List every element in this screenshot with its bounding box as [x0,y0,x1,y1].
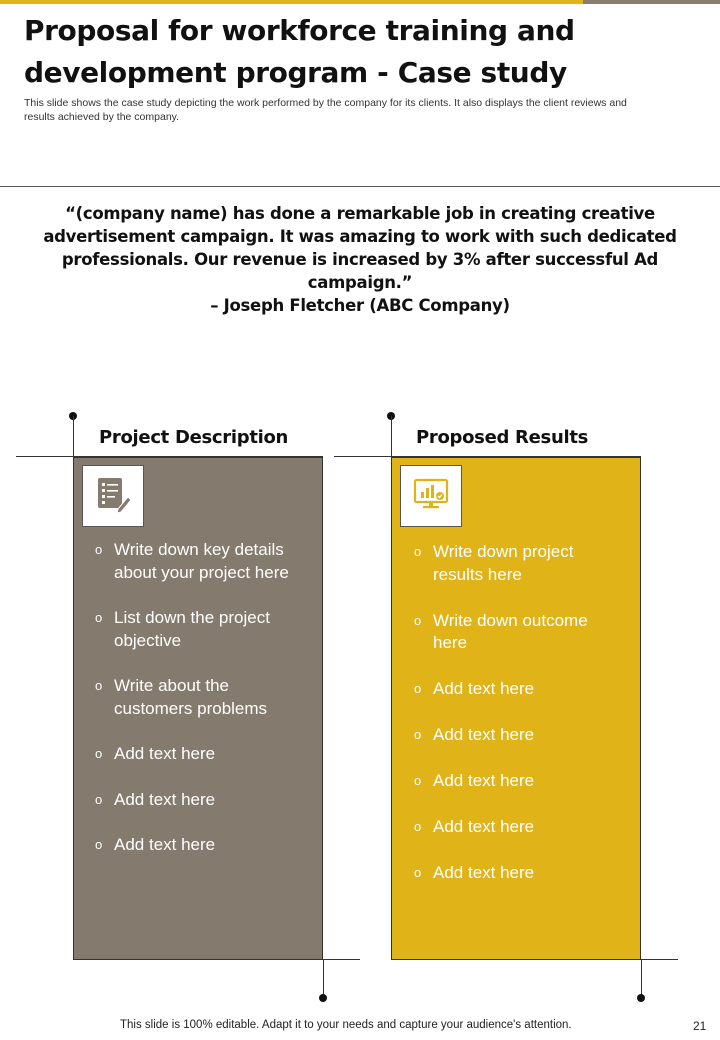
bullet-marker: o [95,837,103,852]
right-bottom-connector [641,960,642,997]
bullet-marker: o [95,678,103,693]
proposed-results-item [414,724,614,747]
right-bottom-dot [637,994,645,1002]
left-bottom-dot [319,994,327,1002]
bullet-text: Add text here [433,725,535,744]
left-top-connector [73,416,74,457]
bullet-text: Add text here [433,679,535,698]
bullet-text: Write down key details about your project here [114,540,289,582]
bullet-marker: o [414,681,422,696]
bullet-text: Write down outcome here [433,610,588,652]
project-description-heading: Project Description [99,427,289,448]
bullet-marker: o [414,727,422,742]
proposed-results-heading: Proposed Results [416,427,589,448]
quote-author: – Joseph Fletcher (ABC Company) [210,296,510,315]
left-bottom-connector [323,960,324,997]
proposed-results-item [414,816,614,839]
project-description-item [95,834,295,857]
proposed-results-item [414,862,614,885]
proposed-results-list [414,541,614,908]
top-accent-bar-gold [0,0,583,4]
bullet-text: Add text here [114,789,216,809]
bullet-marker: o [95,610,103,625]
page-subtitle: This slide shows the case study depicting the work performed by the company for its clients. It also displays the client reviews and results achieved by the company. [24,97,627,123]
project-description-icon-box [82,465,144,527]
bullet-marker: o [95,746,103,761]
bullet-text: Add text here [433,771,535,790]
bullet-text: Add text here [114,835,216,854]
bullet-marker: o [414,544,422,559]
proposed-results-item [414,770,614,793]
bullet-marker: o [95,542,103,557]
proposed-results-item [414,541,614,586]
bullet-marker: o [414,819,422,834]
project-description-item [95,675,295,720]
bullet-text: Add text here [433,863,535,882]
right-bottom-rule [391,959,678,960]
bullet-marker: o [414,612,422,628]
bullet-text: List down the project objective [114,608,270,650]
footer-note: This slide is 100% editable. Adapt it to your needs and capture your audience's attention. [120,1019,572,1031]
project-description-item [95,607,295,652]
project-description-item [95,539,295,584]
page-title: Proposal for workforce training and development program - Case study [24,14,575,89]
bullet-text: Write down project results here [433,542,574,584]
project-description-item [95,743,295,766]
bullet-text: Write about the customers problems [114,676,268,718]
project-description-item [95,789,295,812]
page-number: 21 [693,1019,707,1033]
project-description-list [95,539,295,880]
left-bottom-rule [73,959,360,960]
proposed-results-item [414,678,614,701]
bullet-marker: o [95,791,103,807]
top-accent-bar-gray [583,0,720,4]
project-description-panel [73,457,323,960]
header-divider [0,186,720,187]
proposed-results-panel [391,457,641,960]
bullet-marker: o [414,865,422,880]
proposed-results-item [414,610,614,655]
bullet-marker: o [414,773,422,788]
bullet-text: Add text here [433,817,535,836]
monitor-chart-icon [412,475,450,517]
testimonial-quote [40,202,680,317]
proposed-results-icon-box [400,465,462,527]
bullet-text: Add text here [114,744,216,763]
checklist-document-icon [94,475,132,517]
right-top-connector [391,416,392,457]
quote-text: “(company name) has done a remarkable job in creating creative advertisement campaign. It was amazing to work with such dedicated professionals. Our revenue is increased by 3% after successful Ad campaign.” [43,204,677,292]
